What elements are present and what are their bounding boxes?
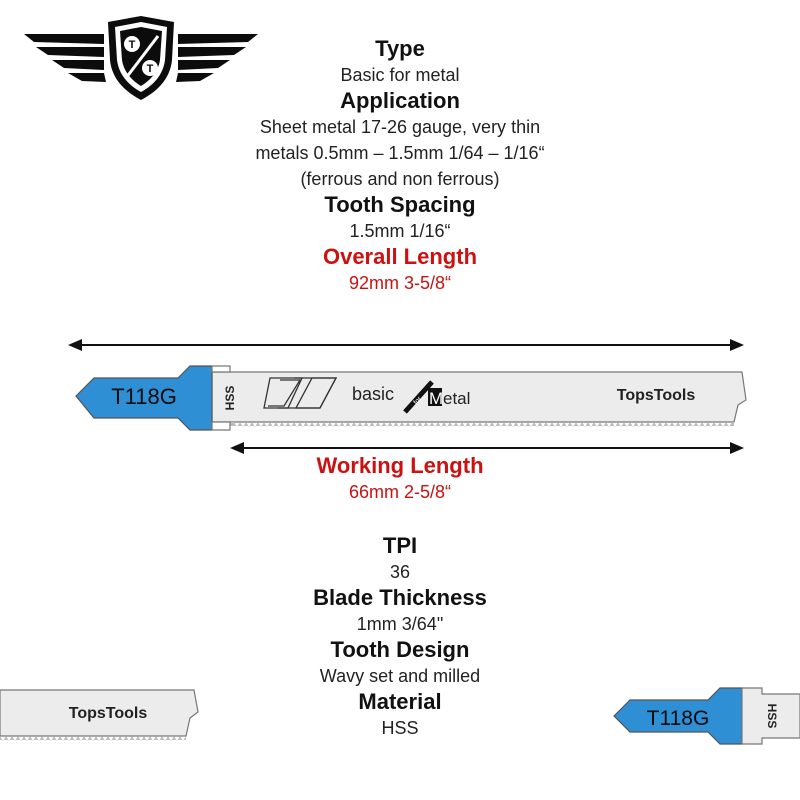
jigsaw-blade bbox=[74, 360, 754, 435]
type-heading: Type bbox=[375, 36, 425, 61]
overall-length-value: 92mm 3-5/8“ bbox=[348, 273, 452, 293]
tooth-design-heading: Tooth Design bbox=[330, 637, 470, 662]
svg-text:for: for bbox=[412, 395, 424, 407]
blade-fragment-left bbox=[0, 684, 210, 750]
application-line-1: Sheet metal 17-26 gauge, very thin bbox=[259, 117, 541, 137]
application-heading: Application bbox=[340, 88, 460, 113]
working-length-heading: Working Length bbox=[316, 453, 484, 478]
overall-length-heading: Overall Length bbox=[322, 244, 478, 269]
tooth-spacing-value: 1.5mm 1/16“ bbox=[349, 221, 451, 241]
working-length-block bbox=[0, 453, 800, 505]
blade-basic-label: basic bbox=[352, 384, 395, 404]
application-line-2: metals 0.5mm – 1.5mm 1/64 – 1/16“ bbox=[255, 143, 545, 163]
tooth-spacing-heading: Tooth Spacing bbox=[324, 192, 476, 217]
working-length-value: 66mm 2-5/8“ bbox=[348, 482, 452, 502]
material-heading: Material bbox=[358, 689, 442, 714]
fragment-steel-label: HSS bbox=[765, 703, 779, 729]
fragment-brand-label: TopsTools bbox=[68, 705, 148, 722]
logo-letter-2: T bbox=[146, 63, 154, 75]
logo-letter-1: T bbox=[128, 39, 136, 51]
blade-thickness-value: 1mm 3/64" bbox=[356, 614, 444, 634]
svg-text:etal: etal bbox=[443, 389, 471, 408]
tpi-heading: TPI bbox=[382, 533, 418, 558]
blade-code-label: T118G bbox=[111, 384, 177, 409]
material-value: HSS bbox=[381, 718, 419, 738]
blade-fragment-right bbox=[612, 686, 800, 750]
blade-brand-label: TopsTools bbox=[616, 387, 696, 404]
tooth-design-value: Wavy set and milled bbox=[319, 666, 481, 686]
application-line-3: (ferrous and non ferrous) bbox=[300, 169, 500, 189]
spec-block-top bbox=[0, 36, 800, 296]
svg-text:M: M bbox=[429, 389, 444, 408]
fragment-code-label: T118G bbox=[646, 707, 710, 730]
blade-thickness-heading: Blade Thickness bbox=[313, 585, 487, 610]
type-value: Basic for metal bbox=[340, 65, 460, 85]
tpi-value: 36 bbox=[389, 562, 411, 582]
blade-steel-label: HSS bbox=[223, 385, 237, 411]
